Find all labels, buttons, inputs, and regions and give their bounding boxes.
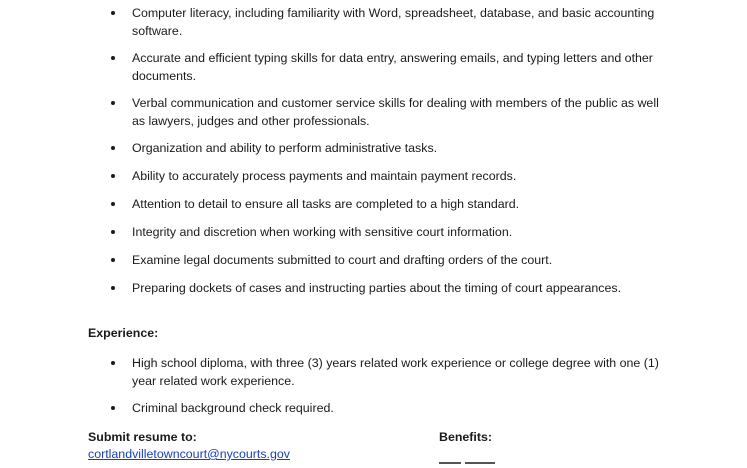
cropped-word	[465, 462, 495, 464]
bullet-icon	[111, 258, 115, 262]
skill-text: Integrity and discretion when working with sensitive court information.	[132, 225, 513, 239]
experience-text: High school diploma, with three (3) years related work experience or college degree with one (1) year related work experience.	[132, 356, 659, 388]
bullet-icon	[111, 101, 115, 105]
skill-text: Examine legal documents submitted to court and drafting orders of the court.	[132, 253, 553, 267]
list-item	[0, 167, 747, 185]
list-item	[0, 94, 747, 130]
list-item	[0, 399, 747, 417]
skill-text: Accurate and efficient typing skills for data entry, answering emails, and typing letters and other documents.	[132, 51, 653, 83]
cropped-text-fragment	[439, 462, 519, 468]
list-item	[0, 49, 747, 85]
skill-text: Attention to detail to ensure all tasks are completed to a high standard.	[132, 197, 520, 211]
experience-text: Criminal background check required.	[132, 401, 334, 415]
cropped-word	[439, 462, 461, 464]
experience-heading: Experience:	[88, 326, 159, 340]
bullet-icon	[111, 174, 115, 178]
list-item	[0, 139, 747, 157]
list-item	[0, 251, 747, 269]
benefits-heading: Benefits:	[439, 430, 493, 444]
skill-text: Preparing dockets of cases and instructing parties about the timing of court appearances.	[132, 281, 622, 295]
submit-resume-heading: Submit resume to:	[88, 430, 197, 444]
bullet-icon	[111, 361, 115, 365]
skill-text: Organization and ability to perform administrative tasks.	[132, 141, 438, 155]
bullet-icon	[111, 406, 115, 410]
experience-list	[0, 354, 747, 426]
skill-text: Ability to accurately process payments and maintain payment records.	[132, 169, 517, 183]
list-item	[0, 223, 747, 241]
resume-email-link[interactable]: cortlandvilletowncourt@nycourts.gov	[88, 447, 290, 461]
bullet-icon	[111, 230, 115, 234]
list-item	[0, 354, 747, 390]
list-item	[0, 279, 747, 297]
skills-list	[0, 4, 747, 306]
skill-text: Verbal communication and customer service skills for dealing with members of the public as well as lawyers, judges and other professionals.	[132, 96, 659, 128]
list-item	[0, 4, 747, 40]
list-item	[0, 195, 747, 213]
bullet-icon	[111, 56, 115, 60]
bullet-icon	[111, 146, 115, 150]
bullet-icon	[111, 202, 115, 206]
skill-text: Computer literacy, including familiarity with Word, spreadsheet, database, and basic accounting software.	[132, 6, 655, 38]
bullet-icon	[111, 11, 115, 15]
bullet-icon	[111, 286, 115, 290]
